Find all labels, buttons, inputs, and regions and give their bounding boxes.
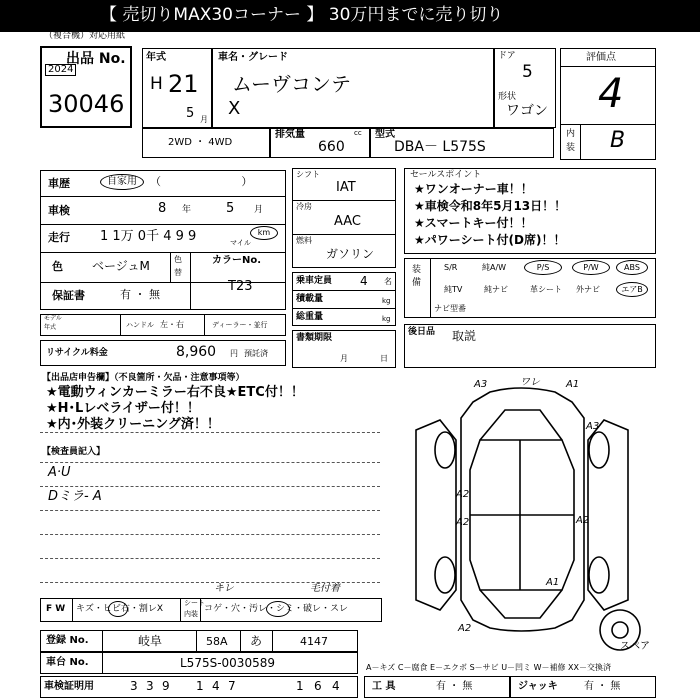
weight-unit: kg [382, 315, 391, 323]
model-row-label: モデル [44, 315, 62, 322]
model-row-label-2: 年式 [44, 324, 57, 331]
remarks-label: 【出品店申告欄】（不良箇所・欠品・注意事項等） [42, 373, 245, 383]
interior-items: コゲ・穴・汚レ・シミ・破レ・スレ [204, 604, 349, 614]
fw-items: キズ・ヒビ右・割レX [76, 604, 163, 614]
model-code: DBA－ L575S [394, 139, 486, 155]
wheel-fr [589, 432, 609, 468]
history-label: 車歴 [48, 177, 70, 190]
shaken-gatsu: 月 [254, 205, 264, 215]
lot-label: 出品 No. [66, 51, 126, 67]
jack-value: 有 ・ 無 [584, 681, 621, 692]
cert-digit-9: 4 [332, 679, 340, 693]
after-box [404, 324, 656, 368]
displacement: 660 [318, 139, 345, 155]
mileage-label: 走行 [48, 231, 70, 244]
mileage-unit: km [250, 226, 278, 240]
dealer-label: ディーラー・並行 [212, 321, 268, 329]
history-value: 自家用 [100, 174, 144, 190]
car-grade: X [228, 98, 241, 119]
shift-label: シフト [296, 170, 320, 179]
reg-class: 58A [206, 635, 228, 648]
year-badge: 2024 [45, 64, 76, 76]
equip-item-6: 純TV [444, 285, 463, 294]
cert-digit-7: 1 [296, 679, 304, 693]
recycle-status: 預託済 [244, 349, 268, 358]
tools-value: 有 ・ 無 [436, 681, 473, 692]
interior-grade: B [610, 128, 626, 153]
inspector-note-2: Dミラ- A [48, 489, 102, 504]
fuel-value: ガソリン [326, 247, 375, 261]
equip-item-4: P/W [572, 260, 610, 275]
history-paren: （ ） [150, 175, 253, 188]
recolor-label: 色 [174, 255, 182, 264]
color-value: ベージュM [92, 259, 150, 273]
car-body-outline [461, 388, 584, 631]
capacity-label: 乗車定員 [296, 276, 333, 286]
cert-digit-6: 7 [228, 679, 236, 693]
cert-digit-1: 3 [130, 679, 138, 693]
shaken-year: 8 [158, 201, 167, 216]
sales-label: セールスポイント [410, 170, 482, 180]
equip-item-5: ABS [616, 260, 648, 275]
recycle-value: 8,960 [176, 344, 217, 360]
damage-legend: A－キズ C－腐食 E－エクボ S－サビ U－凹ミ W－補修 XX－交換済 [366, 663, 612, 672]
car-name: ムーヴコンテ [232, 72, 351, 96]
year-label: 年式 [146, 52, 166, 63]
year-number: 21 [168, 70, 199, 98]
name-label: 車名・グレード [218, 52, 288, 63]
sales-point-4: ★パワーシート付(D席)！！ [414, 233, 566, 247]
score-label: 評価点 [586, 52, 616, 63]
damage-a1-front: A1 [566, 379, 580, 390]
score-value: 4 [598, 71, 624, 117]
reg-label: 登録 No. [46, 635, 89, 646]
interior-circle [266, 601, 290, 617]
drive-value: 2WD ・ 4WD [168, 137, 233, 148]
cert-label: 車検証明用 [44, 681, 94, 692]
car-roof [470, 440, 574, 590]
cert-digit-8: 6 [314, 679, 322, 693]
recycle-label: リサイクル料金 [46, 348, 108, 358]
handle-label: ハンドル [126, 321, 154, 329]
damage-a2-left-1: A2 [456, 489, 470, 500]
wheel-rl [435, 557, 455, 593]
car-rear-window [480, 590, 562, 618]
shaken-nen: 年 [182, 205, 192, 215]
remark-line-3: ★内･外装クリーニング済！！ [46, 417, 220, 432]
equip-item-3: P/S [524, 260, 562, 275]
car-windshield [480, 410, 562, 440]
recolor-label-2: 替 [174, 268, 182, 277]
reg-number: 4147 [300, 635, 328, 648]
equip-label: 装備 [412, 265, 422, 288]
year-era: H [150, 74, 163, 94]
mileage-value: 1 1万 0千 4 9 9 [100, 229, 197, 244]
month-unit: 月 [200, 115, 208, 124]
warranty-value: 有 ・ 無 [120, 288, 160, 301]
shape-label: 形状 [498, 92, 517, 102]
warranty-label: 保証書 [52, 289, 85, 302]
sales-point-3: ★スマートキー付！！ [414, 216, 533, 230]
colorno-label: カラーNo. [212, 255, 262, 266]
shaken-month: 5 [226, 201, 235, 216]
fuel-label: 燃料 [296, 236, 312, 245]
jack-label: ジャッキ [518, 681, 558, 692]
color-label: 色 [52, 260, 63, 273]
lot-number: 30046 [48, 90, 125, 118]
mileage-mile: マイル [230, 239, 251, 247]
sales-point-1: ★ワンオーナー車！！ [414, 182, 533, 196]
colorno-value: T23 [228, 279, 253, 294]
sales-point-2: ★車検令和8年5月13日！！ [414, 199, 567, 213]
seat-label: シート [184, 599, 205, 607]
wheel-rr [589, 557, 609, 593]
damage-a1-rear: A1 [546, 577, 560, 588]
inspector-note-1: A·U [48, 465, 71, 480]
docs-label: 書類期限 [296, 333, 333, 343]
capacity-value: 4 [360, 274, 368, 288]
interior-note-1: キレ [214, 583, 234, 594]
left-side [416, 420, 456, 610]
naisou-label: 内装 [184, 610, 198, 618]
chassis-label: 車台 No. [46, 657, 89, 668]
remark-line-1: ★電動ウィンカーミラー右不良★ETC付！！ [46, 385, 304, 400]
navi-label: ナビ型番 [434, 304, 466, 313]
ac-label: 冷房 [296, 202, 312, 211]
inspector-label: 【検査員記入】 [42, 447, 106, 457]
interior-note-2: 毛付着 [310, 583, 340, 594]
spare-label: スペア [620, 641, 650, 652]
docs-month: 月 [340, 354, 348, 363]
damage-a3-right: A3 [586, 421, 600, 432]
fw-circle [108, 601, 128, 617]
cert-digit-3: 9 [162, 679, 170, 693]
recycle-yen: 円 [230, 349, 238, 358]
cert-digit-5: 4 [212, 679, 220, 693]
door-count: 5 [522, 62, 533, 82]
docs-day: 日 [380, 354, 388, 363]
equip-item-8: 革シート [530, 285, 562, 294]
after-value: 取説 [452, 329, 477, 343]
shaken-label: 車検 [48, 204, 70, 217]
damage-ware: ワレ [520, 377, 540, 388]
damage-a2-left-2: A2 [456, 517, 470, 528]
shape-value: ワゴン [506, 103, 548, 119]
ac-value: AAC [334, 214, 361, 229]
load-unit: kg [382, 297, 391, 305]
remark-line-2: ★H･Lレベライザー付！！ [46, 401, 200, 416]
shift-value: IAT [336, 180, 356, 195]
interior-label: 内 [566, 129, 576, 139]
reg-kana: あ [250, 634, 263, 648]
chassis-number: L575S-0030589 [180, 656, 275, 670]
equip-item-7: 純ナビ [484, 285, 508, 294]
door-label: ドア [498, 51, 516, 61]
handle-value: 左・右 [160, 320, 184, 329]
damage-a2-right: A2 [576, 515, 590, 526]
load-label: 積載量 [296, 294, 324, 304]
equip-item-2: 純A/W [482, 263, 507, 272]
banner-text: 【 売切りMAX30コーナー 】 30万円までに売り切り [100, 5, 504, 25]
weight-label: 総重量 [296, 312, 324, 322]
interior-label-2: 装 [566, 143, 576, 153]
damage-a2-rear: A2 [458, 623, 472, 634]
tools-label: 工 具 [372, 681, 396, 692]
top-note: （複合機）対応用紙 [44, 31, 126, 41]
after-label: 後日品 [408, 327, 436, 337]
equip-item-1: S/R [444, 263, 458, 272]
disp-unit: cc [354, 129, 362, 137]
fw-label: F W [46, 604, 66, 614]
right-side [588, 420, 628, 610]
model-label: 型式 [375, 129, 395, 140]
year-month: 5 [186, 106, 195, 121]
reg-pref: 岐阜 [138, 634, 163, 648]
capacity-unit: 名 [384, 277, 392, 286]
cert-digit-2: 3 [146, 679, 154, 693]
equip-item-10: エアB [616, 282, 648, 297]
disp-label: 排気量 [275, 129, 305, 140]
equip-item-9: 外ナビ [576, 285, 600, 294]
damage-a3-front: A3 [474, 379, 488, 390]
wheel-fl [435, 432, 455, 468]
cert-digit-4: 1 [196, 679, 204, 693]
